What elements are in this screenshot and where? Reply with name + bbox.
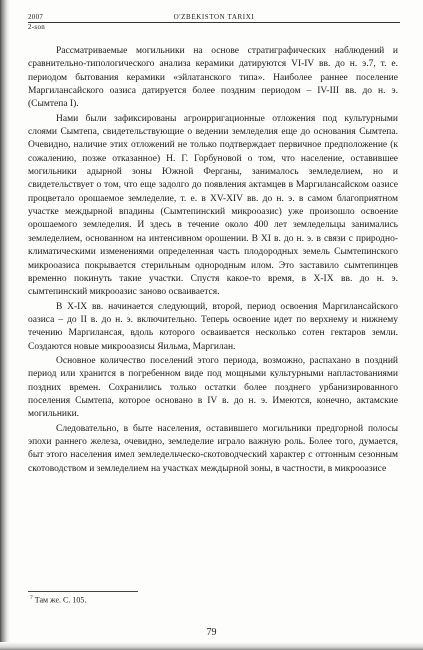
footnote-marker: 7 [30, 595, 33, 601]
paragraph-2: Нами были зафиксированы агроирригационные отложения под культурными слоями Сымтепа, свидетельствующие о ведении земледелия еще до основания Сымтепа. Очевидно, наличие этих отложений не только подтверждает первичное предположение (к сожалению, позже отказанное) Н. Г. Горбуновой о том, что население, оставившее могильники адырной зоны Южной Ферганы, занималось земледелием, но и свидетельствует о том, что еще задолго до появления актамцев в Маргилансайском оазисе процветало орошаемое земледелие, т. е. в XV-XIV вв. до н. э. в самом благоприятном участке междырной впадины (Сымтепинский микрооазис) уже произошло освоение орошаемого земледелия. И здесь в течение около 400 лет земледельцы занимались земледелием, основанном на интенсивном орошении. В XI в. до н. э. в связи с природно-климатическими изменениями определенная часть плодородных земель Сымтепинского микрооазиса покрывается стерильным однородным илом. Это заставило сымтепинцев временно покинуть такие участки. Спустя какое-то время, в X-IX вв. до н. э. сымтепинский микрооазис заново осваивается. [28, 113, 398, 298]
footnote-text: Там же. С. 105. [32, 595, 87, 605]
page-number: 79 [206, 627, 217, 638]
scan-shadow-left [0, 0, 10, 650]
scan-shadow-bottom [0, 642, 423, 650]
paragraph-3: В X-IX вв. начинается следующий, второй, период освоения Маргилансайского оазиса – до II в. до н. э. включительно. Теперь освоение идет по верхнему и нижнему течению Маргилансая, вдоль которого осваивается несколько сотен гектаров земли. Создаются новые микрооазисы Яильма, Маргилан. [28, 301, 398, 352]
paragraph-5: Следовательно, в быте населения, оставившего могильники предгорной полосы эпохи раннего железа, очевидно, земледелие играло важную роль. Более того, думается, быт этого населения имел земледельческо-скотоводческий характер с оттонным сезонным скотоводством и земледелием на участках междырной зоны, в частности, в микрооазисе [28, 423, 398, 474]
header-year: 2007 [28, 13, 44, 21]
header-rule [28, 22, 400, 23]
article-body [28, 45, 398, 476]
header-journal-title: O'ZBEKISTON TARIXI [173, 13, 255, 21]
footnote [30, 595, 86, 605]
paragraph-1: Рассматриваемые могильники на основе стратиграфических наблюдений и сравнительно-типологического анализа керамики датируются VI-IV вв. до н. э.7, т. е. периодом бытования керамики «эйлатанского типа». Наиболее раннее поселение Маргилансайского оазиса датируется более поздним периодом – IV-III вв. до н. э. (Сымтепа I). [28, 46, 398, 110]
footnote-rule [28, 591, 138, 592]
paragraph-4: Основное количество поселений этого периода, возможно, распахано в поздний период или хранится в погребенном виде под мощными культурными напластованиями поздних времен. Сохранились только остатки более позднего урбанизированного поселения Сымтепа, которое основано в IV в. до н. э. Имеются, конечно, актамские могильники. [28, 355, 398, 420]
header-issue: 2-son [28, 23, 46, 31]
